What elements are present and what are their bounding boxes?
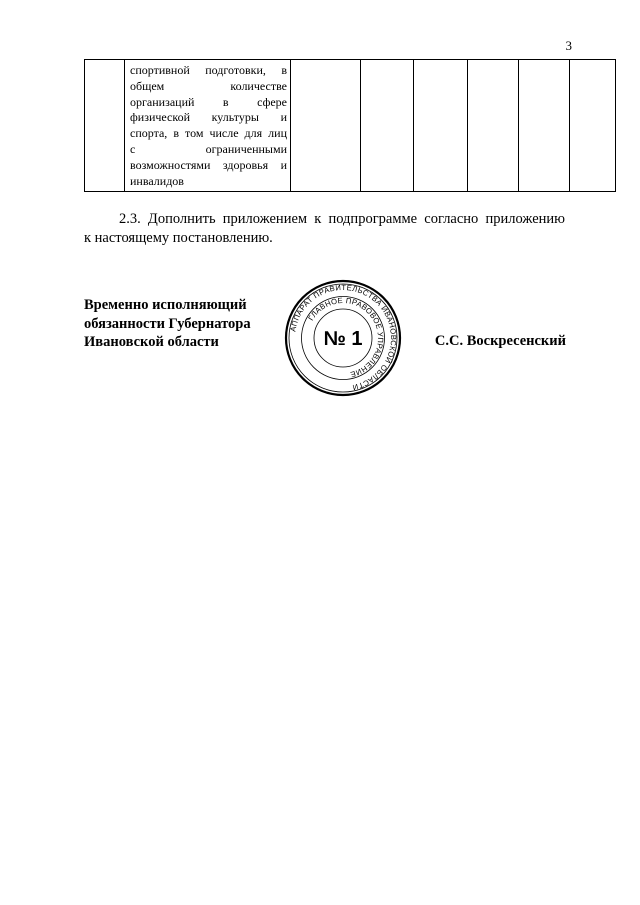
description-line: общем количестве bbox=[130, 78, 287, 93]
description-line: организаций в сфере bbox=[130, 94, 287, 109]
description-line: физической культуры и bbox=[130, 110, 287, 125]
table-cell-description bbox=[125, 60, 291, 192]
page-number: 3 bbox=[565, 38, 572, 53]
paragraph-line: к настоящему постановлению. bbox=[84, 229, 273, 246]
seal-inner-text: ГЛАВНОЕ ПРАВОВОЕ УПРАВЛЕНИЕ bbox=[306, 295, 386, 380]
signatory-title-line: обязанности Губернатора bbox=[84, 315, 251, 332]
paragraph-line: 2.3. Дополнить приложением к подпрограмме согласно приложению bbox=[119, 211, 565, 227]
signatory-title bbox=[84, 296, 251, 352]
signatory-title-line: Ивановской области bbox=[84, 334, 219, 350]
table-row bbox=[85, 60, 616, 192]
official-seal bbox=[284, 279, 402, 397]
seal-number: № 1 bbox=[323, 328, 363, 350]
amendment-paragraph bbox=[84, 210, 565, 247]
continuation-table bbox=[84, 59, 616, 192]
description-line: возможностями здоровья и bbox=[130, 157, 287, 172]
table-cell-empty bbox=[414, 60, 468, 192]
description-line: спорта, в том числе для лиц bbox=[130, 126, 287, 141]
table-cell-empty bbox=[519, 60, 570, 192]
signatory-name: С.С. Воскресенский bbox=[434, 333, 566, 349]
table-cell-empty bbox=[361, 60, 414, 192]
table-cell-empty bbox=[291, 60, 361, 192]
table-cell-number bbox=[85, 60, 125, 192]
description-line: инвалидов bbox=[130, 173, 184, 188]
seal-outer-text: АППАРАТ ПРАВИТЕЛЬСТВА ИВАНОВСКОЙ ОБЛАСТИ bbox=[288, 282, 399, 393]
description-line: с ограниченными bbox=[130, 141, 287, 156]
table-cell-empty bbox=[570, 60, 616, 192]
signatory-title-line: Временно исполняющий bbox=[84, 297, 247, 313]
description-line: спортивной подготовки, в bbox=[130, 63, 287, 77]
table-cell-empty bbox=[468, 60, 519, 192]
